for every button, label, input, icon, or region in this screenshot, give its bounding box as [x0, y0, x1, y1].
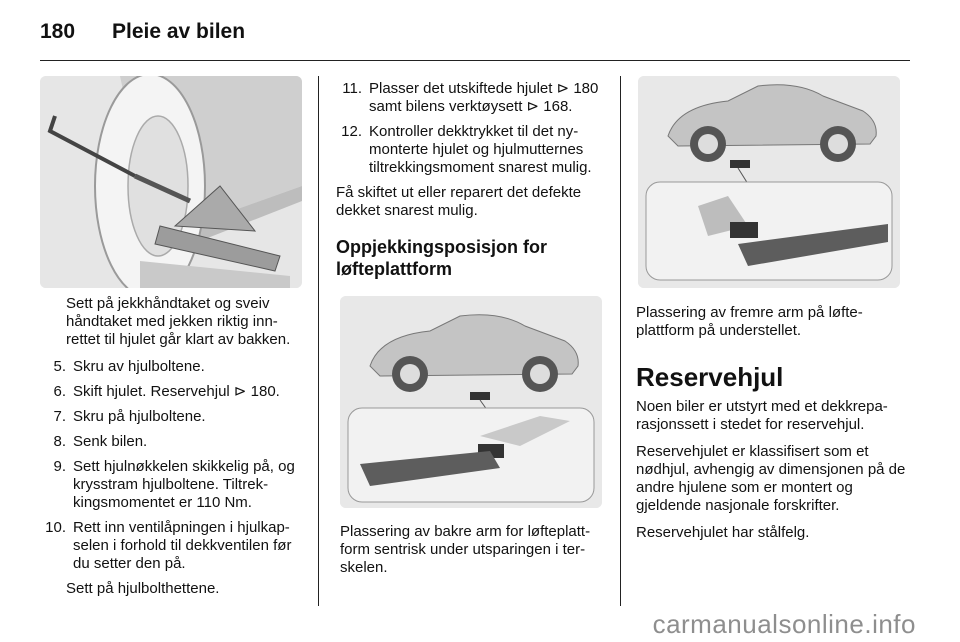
body-paragraph: Noen biler er utstyrt med et dekkrepa-rasjonssett i stedet for reservehjul.: [636, 398, 888, 433]
list-item: 9. Sett hjulnøkkelen skikkelig på, og krysstram hjulboltene. Tiltrek-kingsmomentet er 110 Nm.: [53, 458, 295, 511]
column-3-text: [636, 304, 906, 551]
section-heading: Oppjekkingsposisjon for løfteplattform: [336, 237, 548, 279]
figure-caption: Plassering av bakre arm for løfteplatt-form sentrisk under utsparingen i ter-skelen.: [340, 523, 591, 576]
column-1-text: [40, 295, 308, 607]
list-item: 5. Skru av hjulboltene.: [53, 358, 205, 375]
list-item: 6. Skift hjulet. Reservehjul ⊳ 180.: [53, 383, 280, 400]
rear-lift-point-illustration: [340, 296, 602, 508]
step-list: [40, 358, 308, 573]
body-paragraph: Få skiftet ut eller reparert det defekte dekket snarest mulig.: [336, 184, 582, 219]
list-item: 8. Senk bilen.: [53, 433, 148, 450]
list-item: 12. Kontroller dekktrykket til det ny-monterte hjulet og hjulmutternes tiltrekkingsmoment snarest mulig.: [341, 123, 592, 176]
body-paragraph: Reservehjulet har stålfelg.: [636, 524, 810, 541]
step-list-continued: [336, 80, 604, 177]
step-note: Sett på hjulbolthettene.: [66, 580, 220, 597]
list-item: 10. Rett inn ventilåpningen i hjulkap-selen i forhold til dekkventilen før du setter den på.: [45, 519, 292, 572]
page-title: Pleie av bilen: [112, 20, 246, 43]
column-2-caption: [340, 523, 606, 586]
list-item: 11. Plasser det utskiftede hjulet ⊳ 180 samt bilens verktøysett ⊳ 168.: [342, 80, 599, 115]
step-intro: Sett på jekkhåndtaket og sveiv håndtaket med jekken riktig inn-rettet til hjulet går klart av bakken.: [66, 295, 291, 348]
column-divider: [318, 76, 319, 606]
column-2-text: [336, 80, 604, 280]
page-number: 180: [40, 20, 76, 43]
front-lift-point-illustration: [638, 76, 900, 288]
watermark: carmanualsonline.info: [652, 609, 916, 639]
list-item: 7. Skru på hjulboltene.: [53, 408, 206, 425]
figure-caption: Plassering av fremre arm på løfte-plattform på understellet.: [636, 304, 863, 339]
section-heading: Reservehjul: [636, 362, 784, 392]
page-header: [40, 12, 910, 61]
column-divider: [620, 76, 621, 606]
body-paragraph: Reservehjulet er klassifisert som et nødhjul, avhengig av dimensjonen på de andre hjulene som er montert og gjeldende nasjonale forskrifter.: [636, 443, 906, 514]
jack-illustration: [40, 76, 302, 288]
